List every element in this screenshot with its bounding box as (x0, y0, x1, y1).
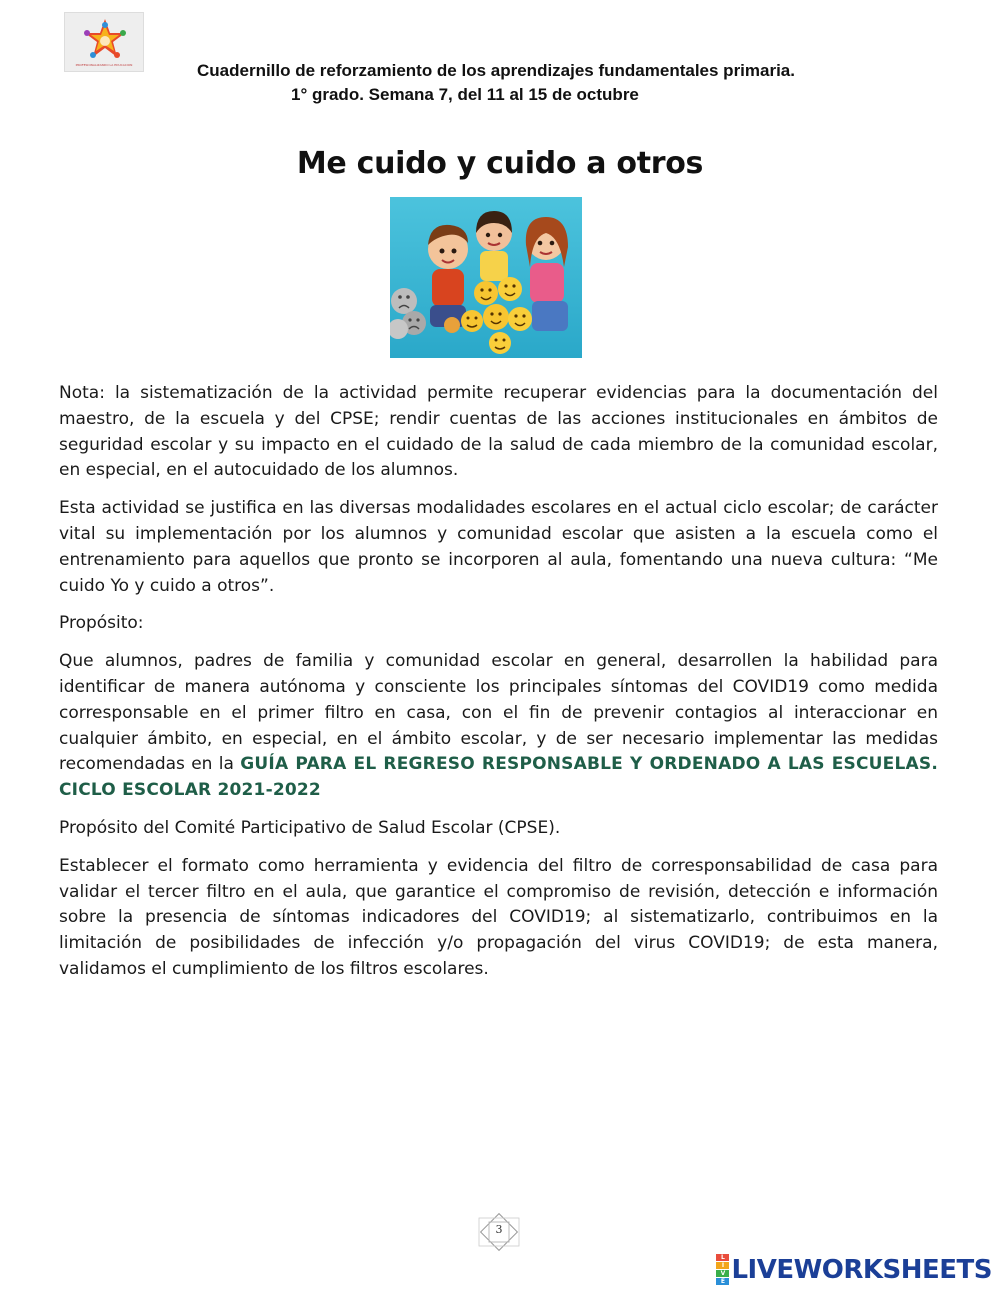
purpose-text: Que alumnos, padres de familia y comunidad escolar en general, desarrollen la habilidad para identificar de manera autónoma y consciente los principales síntomas del COVID19 como medida corresponsable en el primer filtro en casa, con el fin de prevenir contagios al interaccionar en cualquier ámbito, en especial, en el ámbito escolar, y de ser necesario implementar las medidas recomendadas en la (59, 651, 938, 775)
header-line-1: Cuadernillo de reforzamiento de los aprendizajes fundamentales primaria. (197, 61, 795, 80)
purpose-paragraph (59, 649, 938, 804)
brand-block-i: I (716, 1262, 729, 1269)
logo-caption: PROFESIONALIZANDO LA EDUCACION (75, 63, 133, 67)
page-number: 3 (495, 1223, 503, 1236)
guide-reference: GUÍA PARA EL REGRESO RESPONSABLE Y ORDENADO A LAS ESCUELAS. CICLO ESCOLAR 2021-2022 (59, 754, 938, 801)
star-people-logo-icon (79, 17, 131, 63)
document-body (59, 381, 938, 995)
header-line-2: 1° grado. Semana 7, del 11 al 15 de octubre (291, 85, 639, 104)
cpse-purpose-label: Propósito del Comité Participativo de Salud Escolar (CPSE). (59, 817, 561, 838)
brand-name: LIVEWORKSHEETS (731, 1255, 992, 1285)
brand-block-v: V (716, 1270, 729, 1277)
nota-paragraph: Nota: la sistematización de la actividad permite recuperar evidencias para la documentación del maestro, de la escuela y del CPSE; rendir cuentas de las acciones institucionales en ámbitos de seguridad escolar y su impacto en el cuidado de la salud de cada miembro de la comunidad escolar, en especial, en el autocuidado de los alumnos. (59, 383, 938, 481)
liveworksheets-brand[interactable] (716, 1253, 992, 1287)
organization-logo (64, 12, 144, 72)
brand-blocks-icon (716, 1254, 729, 1286)
justification-paragraph: Esta actividad se justifica en las diversas modalidades escolares en el actual ciclo escolar; de carácter vital su implementación por los alumnos y comunidad escolar que asisten a la escuela como el entrenamiento para aquellos que pronto se incorporen al aula, fomentando una nueva cultura: “Me cuido Yo y cuido a otros”. (59, 498, 938, 596)
children-emotions-illustration (390, 197, 582, 358)
cpse-purpose-paragraph: Establecer el formato como herramienta y evidencia del filtro de corresponsabilidad de casa para validar el tercer filtro en el aula, que garantice el compromiso de revisión, detección e información sobre la presencia de síntomas indicadores del COVID19; al sistematizarlo, contribuimos en la limitación de posibilidades de infección y/o propagación del virus COVID19; de esta manera, validamos el cumplimiento de los filtros escolares. (59, 855, 938, 979)
brand-block-l: L (716, 1254, 729, 1261)
page-title: Me cuido y cuido a otros (296, 146, 704, 181)
purpose-label: Propósito: (59, 613, 144, 634)
brand-block-e: E (716, 1278, 729, 1285)
page-number-badge (475, 1212, 523, 1252)
